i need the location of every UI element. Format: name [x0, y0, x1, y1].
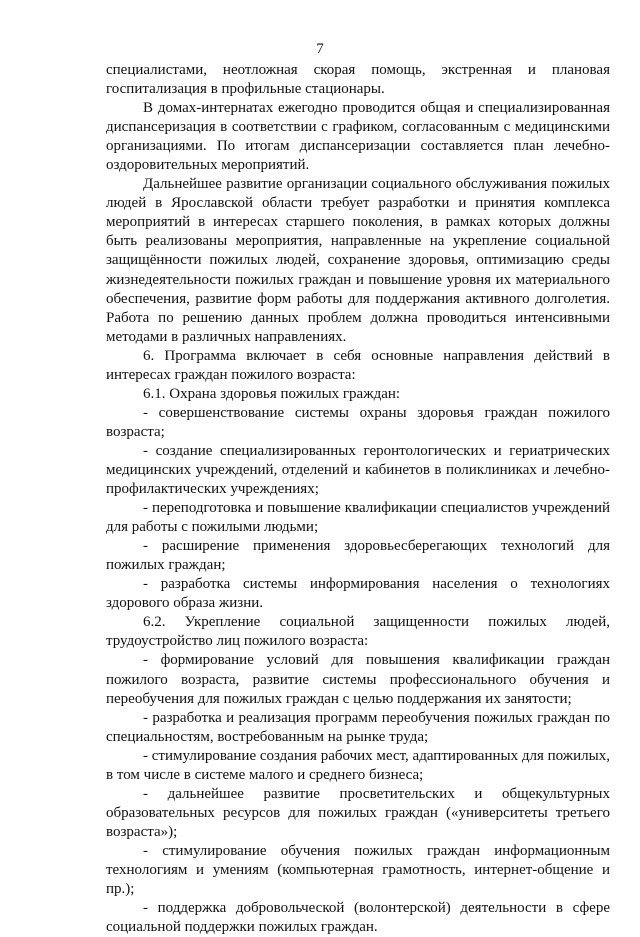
list-item: - разработка и реализация программ переобучения пожилых граждан по специальностям, востребованным на рынке труда; — [106, 709, 610, 745]
document-body — [106, 61, 610, 937]
list-item: - дальнейшее развитие просветительских и общекультурных образовательных ресурсов для пожилых граждан («университеты третьего возраста»); — [106, 785, 610, 840]
list-item: - стимулирование обучения пожилых граждан информационным технологиям и умениям (компьютерная грамотность, интернет-общение и пр.); — [106, 842, 610, 898]
list-item: - формирование условий для повышения квалификации граждан пожилого возраста, развитие системы профессионального обучения и переобучения для пожилых граждан с целью поддержания их занятости; — [106, 652, 610, 707]
page-number: 7 — [316, 41, 324, 57]
paragraph: В домах-интернатах ежегодно проводится общая и специализированная диспансеризация в соответствии с графиком, согласованным с медицинскими организациями. По итогам диспансеризации составляется план лечебно-оздоровительных мероприятий. — [106, 100, 610, 174]
section-heading: 6.1. Охрана здоровья пожилых граждан: — [143, 385, 401, 402]
list-item: - создание специализированных геронтологических и гериатрических медицинских учреждений, отделений и кабинетов в поликлиниках и лечебно-профилактических учреждениях; — [106, 442, 610, 498]
paragraph: специалистами, неотложная скорая помощь, экстренная и плановая госпитализация в профильные стационары. — [106, 62, 610, 98]
paragraph: Дальнейшее развитие организации социального обслуживания пожилых людей в Ярославской области требует разработки и принятия комплекса мероприятий в интересах старшего поколения, в рамках которых должны быть реализованы мероприятия, направленные на укрепление социальной защищённости пожилых людей, сохранение здоровья, оптимизацию среды жизнедеятельности пожилых граждан и повышение уровня их материального обеспечения, развитие форм работы для поддержания активного долголетия. Работа по решению данных проблем должна проводиться интенсивными методами в различных направлениях. — [106, 176, 610, 345]
list-item: - переподготовка и повышение квалификации специалистов учреждений для работы с пожилыми людьми; — [106, 500, 610, 536]
list-item: - совершенствование системы охраны здоровья граждан пожилого возраста; — [106, 404, 610, 440]
list-item: - разработка системы информирования населения о технологиях здорового образа жизни. — [106, 576, 610, 612]
paragraph: 6. Программа включает в себя основные направления действий в интересах граждан пожилого возраста: — [106, 347, 610, 383]
section-heading: 6.2. Укрепление социальной защищенности пожилых людей, трудоустройство лиц пожилого возраста: — [106, 614, 610, 650]
list-item: - поддержка добровольческой (волонтерской) деятельности в сфере социальной поддержки пожилых граждан. — [106, 900, 610, 936]
list-item: - стимулирование создания рабочих мест, адаптированных для пожилых, в том числе в системе малого и среднего бизнеса; — [106, 747, 610, 783]
list-item: - расширение применения здоровьесберегающих технологий для пожилых граждан; — [106, 538, 610, 574]
